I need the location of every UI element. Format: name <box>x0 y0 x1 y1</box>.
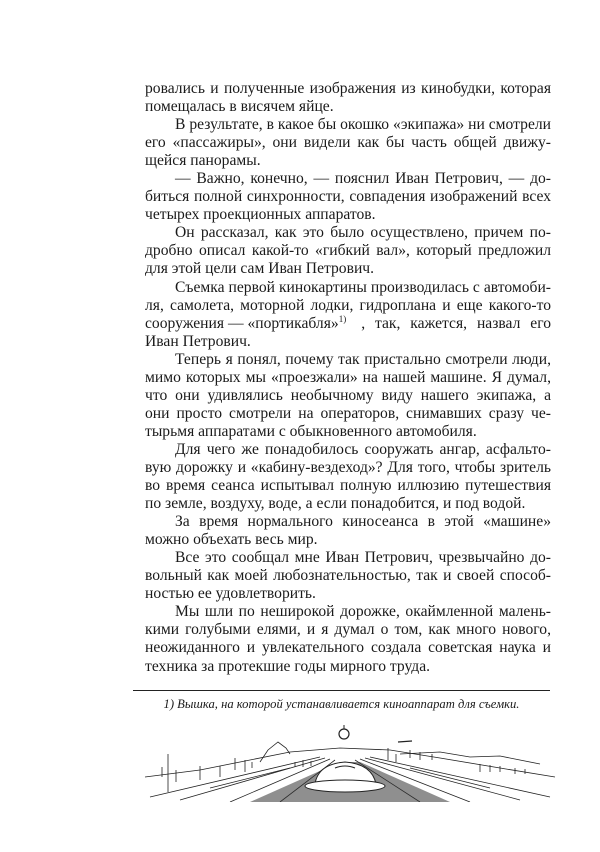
text-line: щейся панорамы. <box>145 152 261 170</box>
text-segment: , так, кажется, назвал его <box>361 314 551 332</box>
footnote-ref[interactable]: 1) <box>338 313 347 324</box>
text-line: тырьмя аппаратами с обыкновенного автомобиля. <box>145 422 477 440</box>
text-line: дробно описал какой-то «гибкий вал», который предложил <box>145 242 551 260</box>
road-illustration <box>140 722 560 802</box>
text-line: можно объехать весь мир. <box>145 531 318 549</box>
text-line: техника за протекшие годы мирного труда. <box>145 657 431 675</box>
text-line: вольный как моей любознательностью, так и своей способ- <box>145 567 551 585</box>
text-line: Он рассказал, как это было осуществлено, причем по- <box>175 224 551 242</box>
text-line: вую дорожку и «кабину-вездеход»? Для того, чтобы зритель <box>145 458 551 476</box>
text-line: кими голубыми елями, и я думал о том, как много нового, <box>145 621 551 639</box>
text-line: его «пассажиры», они видели как бы часть общей движу- <box>145 134 551 152</box>
body-text <box>145 80 551 676</box>
text-line <box>145 315 551 333</box>
text-line: ностью ее удовлетворить. <box>145 585 316 603</box>
text-segment: сооружения — «портикабля» <box>145 314 339 332</box>
text-line: Теперь я понял, почему так пристально смотрели люди, <box>175 350 551 368</box>
footnote: 1) Вышка, на которой устанавливается киноаппарат для съемки. <box>163 697 520 711</box>
text-line: они просто смотрели на операторов, снимавших сразу че- <box>145 404 551 422</box>
text-line: для этой цели сам Иван Петрович. <box>145 260 375 278</box>
text-line: Мы шли по неширокой дорожке, окаймленной малень- <box>175 603 551 621</box>
text-line: Для чего же понадобилось сооружать ангар, асфальто- <box>175 440 551 458</box>
text-line: Все это сообщал мне Иван Петрович, чрезвычайно до- <box>175 549 551 567</box>
text-line: Иван Петрович. <box>145 332 251 350</box>
text-line: во время сеанса испытывал полную иллюзию путешествия <box>145 477 551 495</box>
text-line: неожиданного и увлекательного создала советская наука и <box>145 639 551 657</box>
text-segment <box>145 315 346 333</box>
text-line: помещалась в висячем яйце. <box>145 98 334 116</box>
text-line: — Важно, конечно, — пояснил Иван Петрович, — до- <box>175 170 551 188</box>
text-line: четырех проекционных аппаратов. <box>145 206 376 224</box>
text-line: биться полной синхронности, совпадения изображений всех <box>145 188 551 206</box>
text-line: ля, самолета, моторной лодки, гидроплана и еще какого-то <box>145 296 551 314</box>
text-line: В результате, в какое бы окошко «экипажа» ни смотрели <box>175 116 551 134</box>
text-line: мимо которых мы «проезжали» на нашей машине. Я думал, <box>145 368 551 386</box>
text-line: по земле, воздуху, воде, а если понадобится, и под водой. <box>145 495 526 513</box>
egg-booth-icon <box>339 729 349 739</box>
text-line: Съемка первой кинокартины производилась с автомоби- <box>175 278 551 296</box>
footnote-divider <box>133 690 550 691</box>
text-line: что они удивлялись необычному виду нашего экипажа, а <box>145 386 551 404</box>
text-line: За время нормального киносеанса в этой «машине» <box>175 513 551 531</box>
text-line: ровались и полученные изображения из кинобудки, которая <box>145 80 551 97</box>
